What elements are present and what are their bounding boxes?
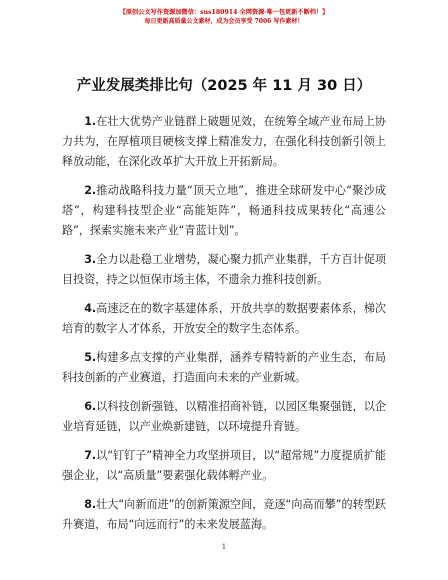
paragraph-6 — [62, 397, 386, 437]
paragraph-number: 3. — [84, 253, 97, 266]
paragraph-text: 高速泛在的数字基建体系，开放共享的数据要素体系，梯次培育的数字人才体系，开放安全的数字生态体系。 — [62, 302, 386, 335]
paragraph-4 — [62, 299, 386, 339]
paragraph-text: 全力以赴稳工业增势，凝心聚力抓产业集群，千方百计促项目投资，持之以恒保市场主体，不遗余力推科技创新。 — [62, 253, 386, 286]
paragraph-number: 7. — [84, 449, 97, 462]
paragraph-text: 壮大“向新而进”的创新策源空间，竞逐“向高而攀”的转型跃升赛道，布局“向远而行”的未来发展蓝海。 — [62, 498, 386, 531]
document-body — [62, 112, 386, 544]
promo-banner-line-2: 每日更新高质量公文素材，成为会员享受 7006 写作素材！ — [144, 18, 304, 25]
paragraph-1 — [62, 112, 386, 172]
paragraph-3 — [62, 250, 386, 290]
paragraph-text: 推动战略科技力量“顶天立地”，推进全球研发中心“聚沙成塔”，构建科技型企业“高能矩阵”，畅通科技成果转化“高速公路”，探索实施未来产业“青蓝计划”。 — [62, 184, 386, 237]
paragraph-number: 4. — [84, 302, 97, 315]
page-number: 1 — [221, 543, 227, 551]
paragraph-text: 以科技创新强链，以精准招商补链，以园区集聚强链，以企业培育延链，以产业焕新建链，以环境提升育链。 — [62, 400, 386, 433]
paragraph-text: 以“钉钉子”精神全力攻坚拼项目，以“超常规”力度提质扩能强企业，以“高质量”要素强化载体孵产业。 — [62, 449, 386, 482]
paragraph-8 — [62, 495, 386, 535]
paragraph-text: 在壮大优势产业链群上破题见效，在统筹全域产业布局上协力共为，在厚植项目硬核支撑上精准发力，在强化科技创新引领上释放动能，在深化改革扩大开放上开拓新局。 — [62, 115, 386, 168]
document-title: 产业发展类排比句（2025 年 11 月 30 日） — [76, 78, 372, 94]
paragraph-7 — [62, 446, 386, 486]
paragraph-number: 6. — [84, 400, 97, 413]
paragraph-5 — [62, 348, 386, 388]
paragraph-number: 8. — [84, 498, 97, 511]
paragraph-2 — [62, 181, 386, 241]
paragraph-number: 1. — [84, 115, 97, 128]
promo-banner-line-1: 【原创公文写作资源加微信：sus180914 全网资源·唯一包更新不断档！】 — [119, 9, 329, 16]
paragraph-number: 2. — [84, 184, 97, 197]
paragraph-text: 构建多点支撑的产业集群，涵养专精特新的产业生态，布局科技创新的产业赛道，打造面向未来的产业新城。 — [62, 351, 386, 384]
paragraph-number: 5. — [84, 351, 97, 364]
